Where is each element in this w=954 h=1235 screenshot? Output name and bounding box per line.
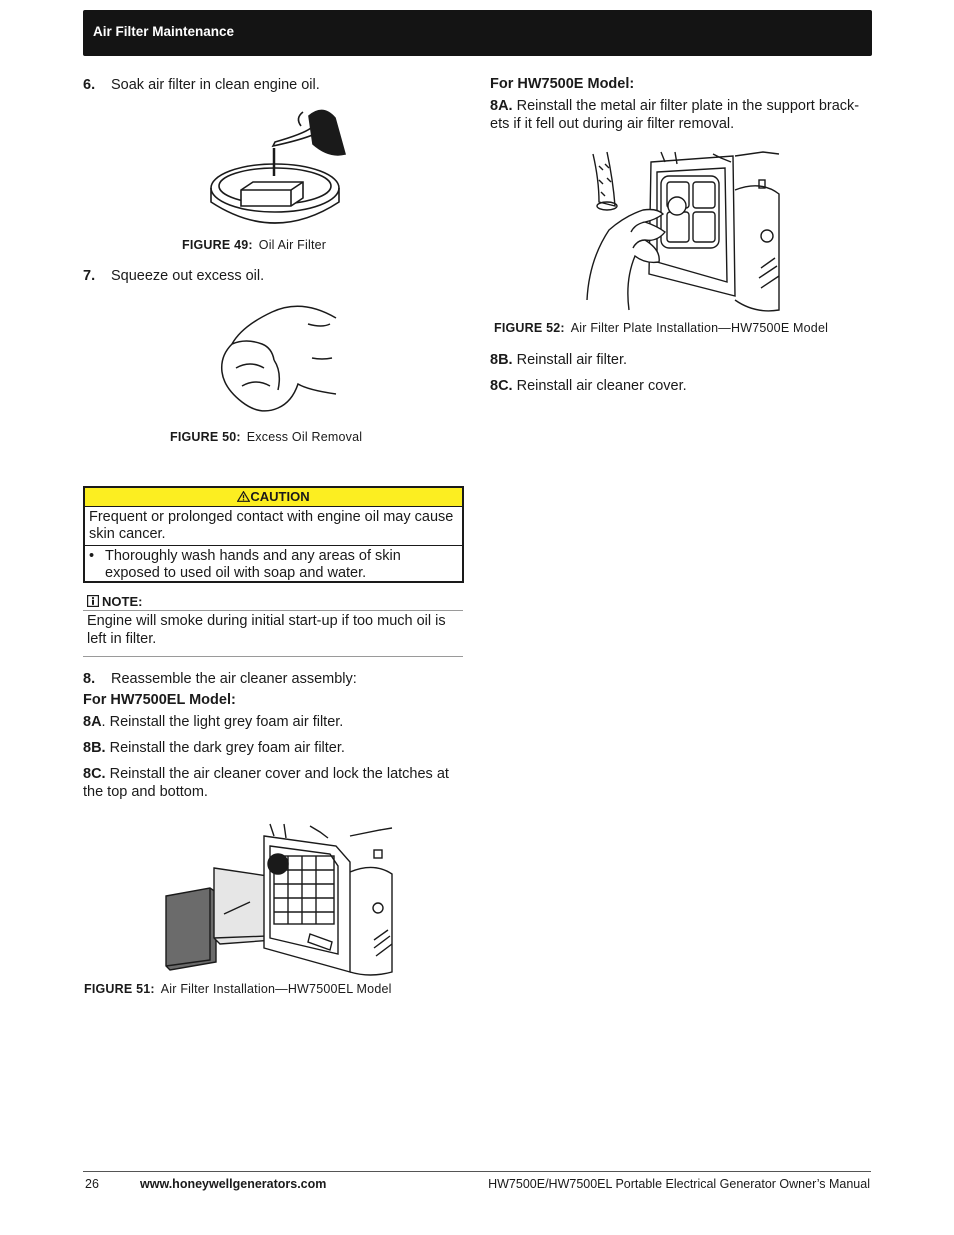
step-label: 8C. <box>490 378 513 394</box>
figure-50-caption <box>170 430 362 444</box>
figure-52-caption <box>494 321 828 335</box>
bullet-text: Thoroughly wash hands and any areas of skin exposed to used oil with soap and water. <box>105 548 401 581</box>
air-filter-installation-el-illustration <box>160 822 396 980</box>
step-text: Reinstall the metal air filter plate in the support brack-ets if it fell out during air filter removal. <box>490 98 860 132</box>
e-step-8a <box>490 97 872 133</box>
el-step-8c <box>83 765 461 801</box>
step-7 <box>83 267 264 285</box>
figure-label: FIGURE 50: <box>170 430 241 444</box>
note-heading: NOTE: <box>102 594 143 609</box>
figure-51-caption <box>84 982 392 996</box>
e-step-8b <box>490 351 627 369</box>
warning-triangle-icon <box>237 491 250 502</box>
figure-title: Air Filter Plate Installation—HW7500E Model <box>570 321 829 335</box>
note-divider-bottom <box>83 656 463 657</box>
oil-air-filter-illustration <box>205 104 347 234</box>
step-8 <box>83 670 357 688</box>
section-title: Air Filter Maintenance <box>93 24 235 39</box>
info-icon <box>87 595 99 607</box>
caution-bullet <box>85 546 462 582</box>
figure-49-caption <box>182 238 326 252</box>
figure-title: Oil Air Filter <box>258 238 327 252</box>
figure-title: Excess Oil Removal <box>246 430 363 444</box>
caution-header <box>85 488 462 507</box>
footer-website-link[interactable]: www.honeywellgenerators.com <box>140 1177 327 1191</box>
hw7500el-heading: For HW7500EL Model: <box>83 692 236 708</box>
caution-heading: CAUTION <box>250 489 310 504</box>
figure-label: FIGURE 52: <box>494 321 565 335</box>
squeezing-hand-illustration <box>212 298 342 420</box>
el-step-8a <box>83 713 343 731</box>
figure-label: FIGURE 49: <box>182 238 253 252</box>
step-number: 7. <box>83 268 96 284</box>
e-step-8c <box>490 377 687 395</box>
footer-divider <box>83 1171 871 1172</box>
note-header <box>87 594 142 609</box>
step-text: Soak air filter in clean engine oil. <box>111 77 320 93</box>
page-number: 26 <box>85 1177 99 1191</box>
step-label: 8B. <box>83 740 106 756</box>
step-label: 8A. <box>490 98 513 114</box>
step-text: . Reinstall the light grey foam air filter. <box>101 714 344 730</box>
el-step-8b <box>83 739 345 757</box>
caution-box <box>83 486 464 583</box>
note-divider-top <box>83 610 463 611</box>
figure-label: FIGURE 51: <box>84 982 155 996</box>
figure-title: Air Filter Installation—HW7500EL Model <box>160 982 392 996</box>
step-label: 8A <box>83 714 102 730</box>
step-text: Reinstall air cleaner cover. <box>512 378 687 394</box>
step-6 <box>83 76 320 94</box>
step-text: Reassemble the air cleaner assembly: <box>111 671 357 687</box>
bullet-mark: • <box>89 548 95 564</box>
section-header-bar <box>83 10 872 56</box>
step-text: Reinstall air filter. <box>512 352 628 368</box>
hw7500e-heading: For HW7500E Model: <box>490 76 635 92</box>
step-text: Reinstall the dark grey foam air filter. <box>105 740 345 756</box>
step-label: 8B. <box>490 352 513 368</box>
step-text: Squeeze out excess oil. <box>111 268 265 284</box>
step-number: 6. <box>83 77 96 93</box>
step-text: Reinstall the air cleaner cover and lock the latches at the top and bottom. <box>83 766 449 800</box>
footer-manual-title: HW7500E/HW7500EL Portable Electrical Generator Owner’s Manual <box>488 1177 870 1191</box>
caution-body: Frequent or prolonged contact with engine oil may cause skin cancer. <box>85 507 462 546</box>
step-number: 8. <box>83 671 96 687</box>
air-filter-plate-installation-illustration <box>585 150 781 314</box>
step-label: 8C. <box>83 766 106 782</box>
note-body: Engine will smoke during initial start-up if too much oil is left in filter. <box>87 613 446 647</box>
